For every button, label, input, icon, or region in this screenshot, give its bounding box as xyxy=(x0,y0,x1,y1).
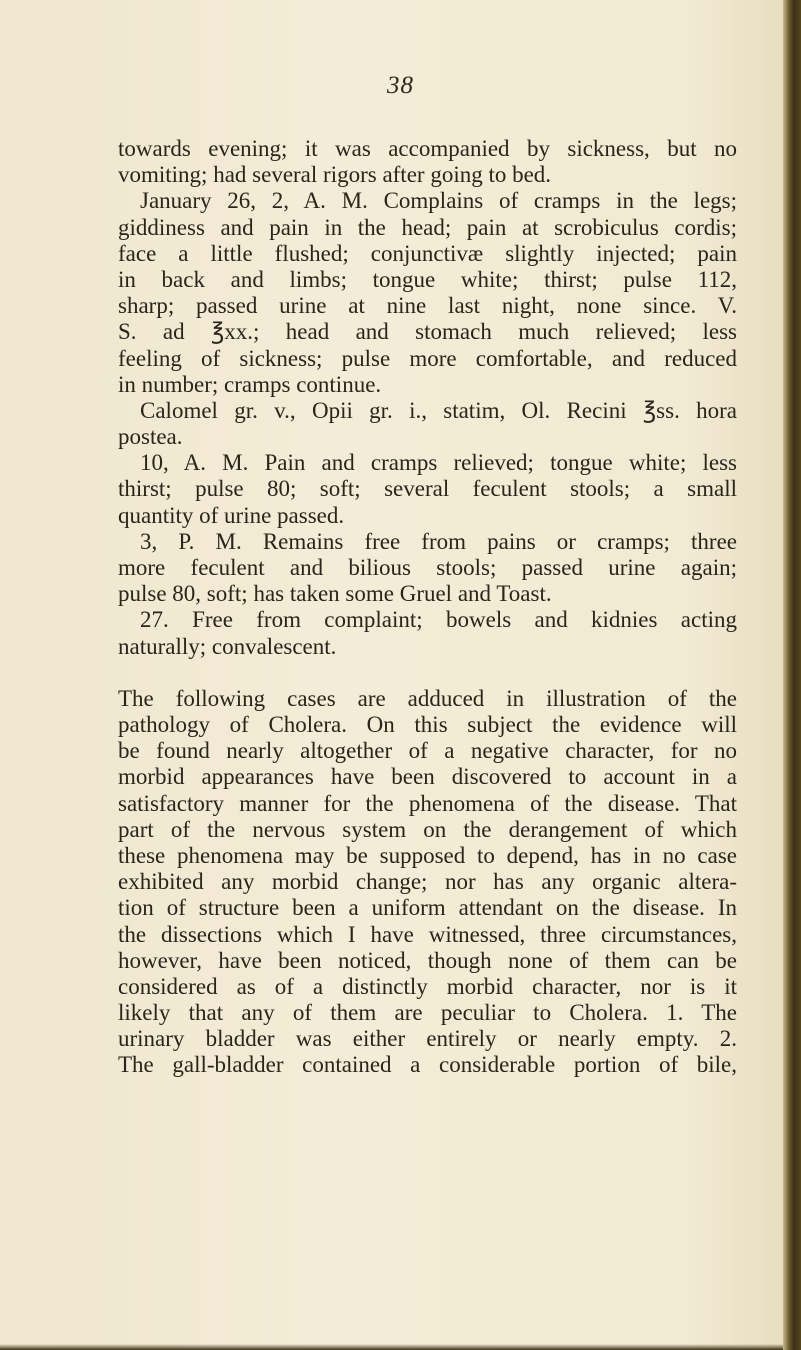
text-line: naturally; convalescent. xyxy=(118,633,337,659)
text-line: thirst; pulse 80; soft; several feculent stools; a small xyxy=(118,476,737,502)
text-line: 27. Free from complaint; bowels and kidnies acting xyxy=(140,607,737,633)
text-line: pulse 80, soft; has taken some Gruel and Toast. xyxy=(118,581,552,607)
text-line: these phenomena may be supposed to depend, has in no case xyxy=(118,842,737,868)
text-line: towards evening; it was accompanied by sickness, but no xyxy=(118,136,737,161)
text-line: be found nearly altogether of a negative character, for no xyxy=(118,738,737,764)
text-line: The gall-bladder contained a considerable portion of bile, xyxy=(118,1052,737,1078)
text-line: morbid appearances have been discovered to account in a xyxy=(118,764,737,790)
text-line: quantity of urine passed. xyxy=(118,502,345,528)
text-line: however, have been noticed, though none of them can be xyxy=(118,947,737,973)
text-line: feeling of sickness; pulse more comfortable, and reduced xyxy=(118,345,737,371)
text-line: the dissections which I have witnessed, three circumstances, xyxy=(118,921,737,947)
page-number: 38 xyxy=(387,72,414,99)
text-line: S. ad ℥xx.; head and stomach much relieved; less xyxy=(118,319,737,345)
text-line: satisfactory manner for the phenomena of the disease. That xyxy=(118,790,737,816)
text-line: face a little flushed; conjunctivæ slightly injected; pain xyxy=(118,240,737,266)
text-line: The following cases are adduced in illustration of the xyxy=(118,685,737,711)
text-line: 10, A. M. Pain and cramps relieved; tongue white; less xyxy=(140,450,737,476)
page-edge-binding xyxy=(783,0,801,1350)
text-line: in back and limbs; tongue white; thirst; pulse 112, xyxy=(118,266,737,292)
text-line: pathology of Cholera. On this subject the evidence will xyxy=(118,712,737,738)
text-line: in number; cramps continue. xyxy=(118,371,382,397)
text-line: giddiness and pain in the head; pain at scrobiculus cordis; xyxy=(118,214,737,240)
text-line: urinary bladder was either entirely or nearly empty. 2. xyxy=(118,1026,737,1052)
body-text xyxy=(118,136,737,1079)
paragraph-gap xyxy=(118,660,737,686)
text-line: vomiting; had several rigors after going to bed. xyxy=(118,162,552,188)
text-line: January 26, 2, A. M. Complains of cramps in the legs; xyxy=(140,188,737,214)
text-line: more feculent and bilious stools; passed urine again; xyxy=(118,555,737,581)
text-line: sharp; passed urine at nine last night, none since. V. xyxy=(118,293,737,319)
text-line: exhibited any morbid change; nor has any organic altera- xyxy=(118,869,737,895)
text-line: likely that any of them are peculiar to Cholera. 1. The xyxy=(118,1000,737,1026)
page-bottom-shadow xyxy=(0,1344,783,1350)
text-line: part of the nervous system on the derangement of which xyxy=(118,816,737,842)
text-line: considered as of a distinctly morbid character, nor is it xyxy=(118,973,737,999)
text-line: tion of structure been a uniform attendant on the disease. In xyxy=(118,895,737,921)
text-line: postea. xyxy=(118,424,183,450)
text-line: Calomel gr. v., Opii gr. i., statim, Ol. Recini ℥ss. hora xyxy=(140,397,737,423)
text-line: 3, P. M. Remains free from pains or cramps; three xyxy=(140,528,737,554)
